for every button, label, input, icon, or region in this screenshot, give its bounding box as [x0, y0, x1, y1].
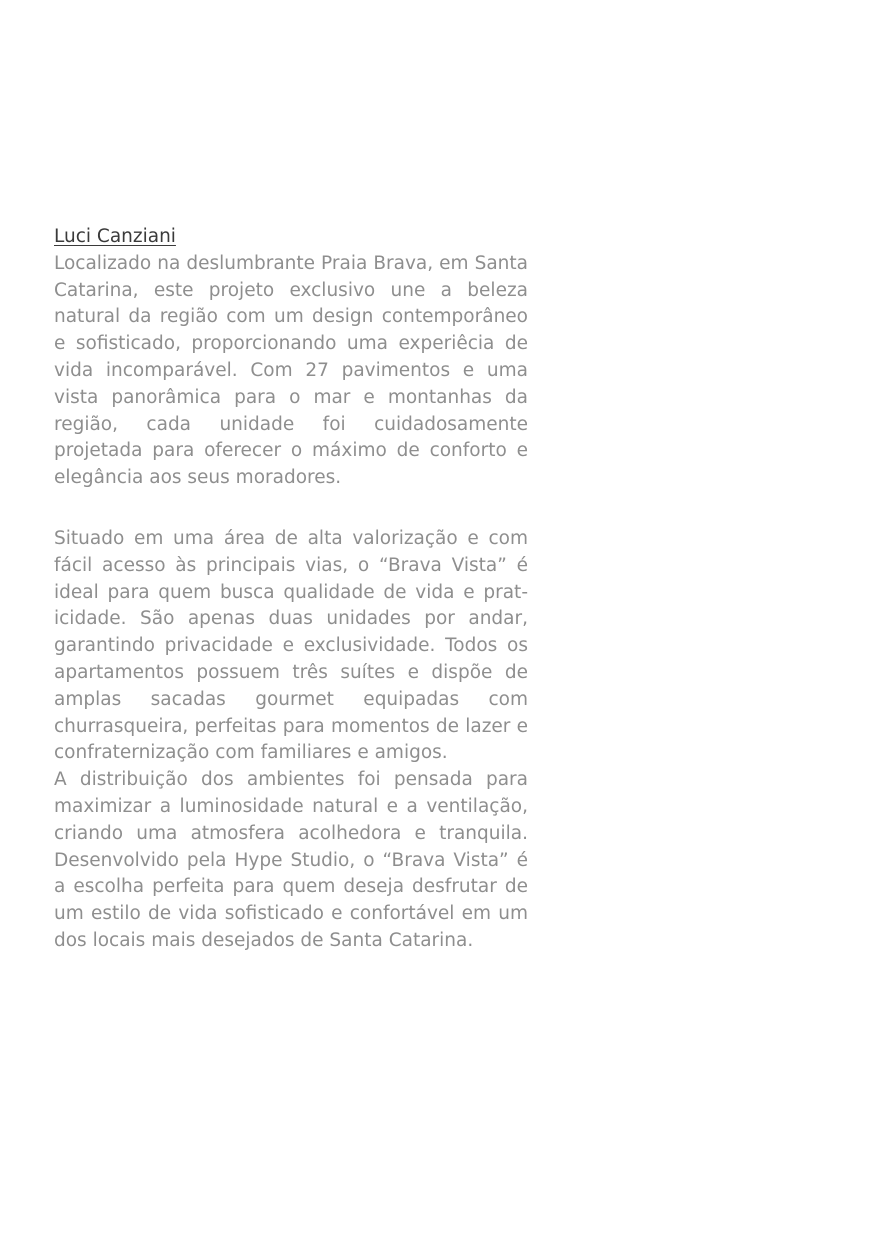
- author-link[interactable]: Luci Canziani: [54, 226, 176, 247]
- article: [54, 224, 528, 955]
- paragraph-location: Situado em uma área de alta valorização e com fácil acesso às principais vias, o “Brava Vista” é ideal para quem busca qualidade de vida e praticidade. São apenas duas unidades por andar, garantindo privacidade e exclusividade. Todos os apartamentos possuem três suítes e dispõe de amplas sacadas gourmet equipadas com churrasqueira, perfeitas para momentos de lazer e confraternização com familiares e amigos.: [54, 527, 528, 764]
- paragraph-intro: Localizado na deslumbrante Praia Brava, em Santa Catarina, este projeto exclusivo une a beleza natural da região com um design contemporâneo e sofisticado, proporcionando uma experiêcia de vida incomparável. Com 27 pavimentos e uma vista panorâmica para o mar e montanhas da região, cada unidade foi cuidadosamente projetada para oferecer o máximo de conforto e elegância aos seus moradores.: [54, 252, 528, 489]
- paragraph-layout: A distribuição dos ambientes foi pensada para maximizar a luminosidade natural e a ventilação, criando uma atmosfera acolhedora e tranquila. Desenvolvido pela Hype Studio, o “Brava Vista” é a escolha perfeita para quem deseja desfrutar de um estilo de vida sofisticado e confortável em um dos locais mais desejados de Santa Catarina.: [54, 769, 528, 951]
